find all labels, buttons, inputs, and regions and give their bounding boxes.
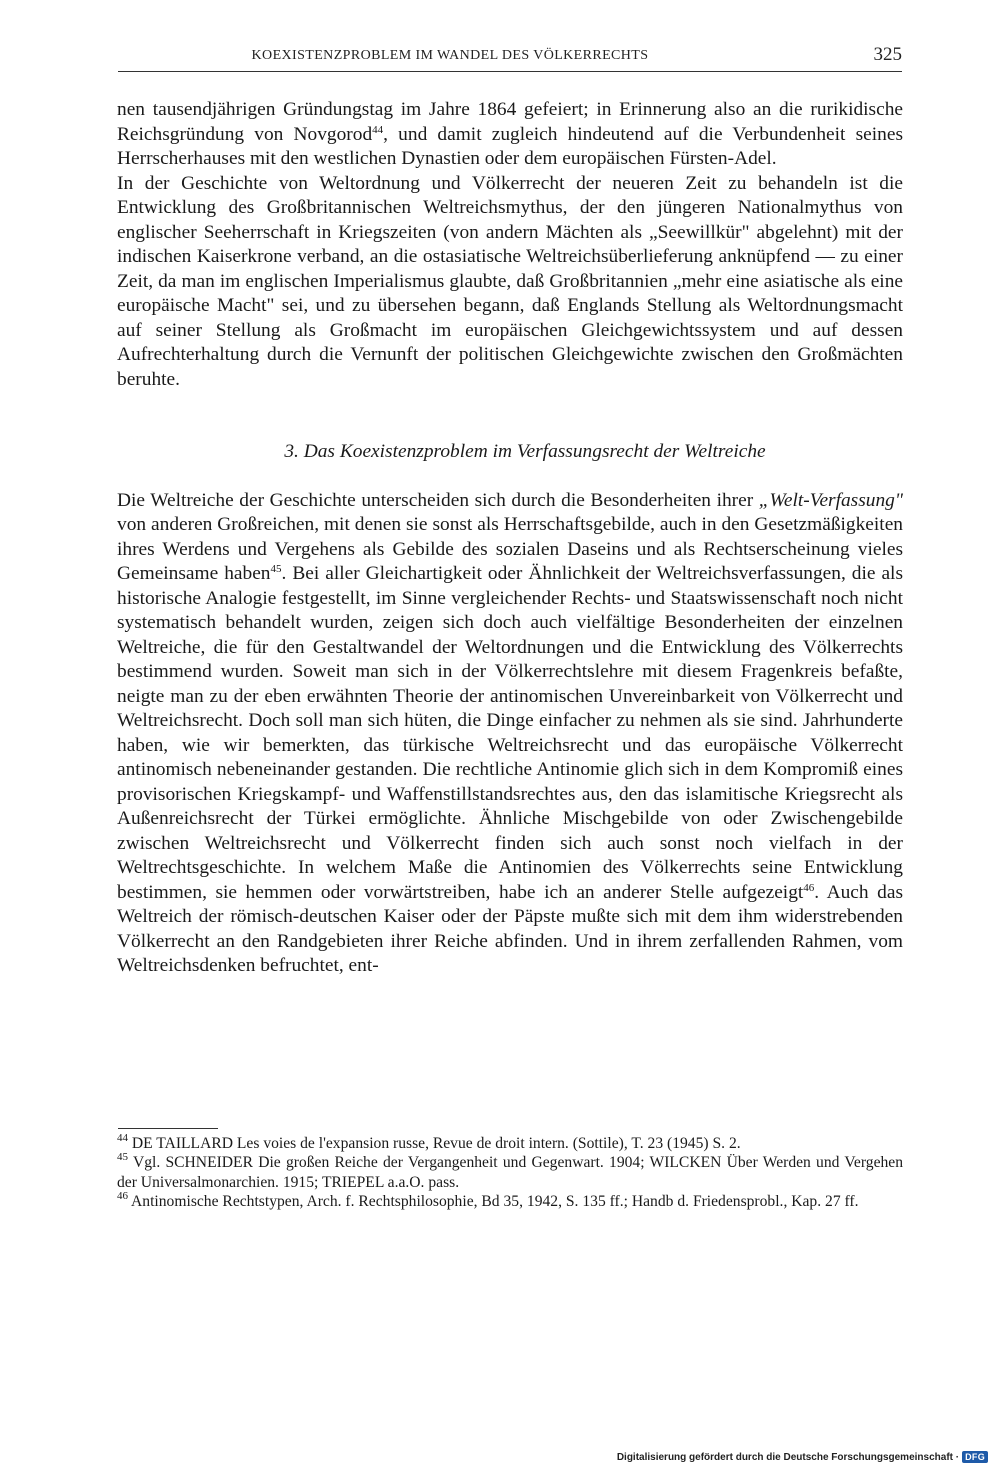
running-head-title: KOEXISTENZPROBLEM IM WANDEL DES VÖLKERRECHTS [251, 48, 649, 63]
footnote-number: 44 [117, 1132, 128, 1144]
paragraph-weltreiche [117, 489, 903, 979]
paragraph-3-a: von anderen Großreichen, mit denen sie sonst als Herrschaftsgebilde, auch in den Gesetzmäßigkeiten ihres Werdens und Vergehens als Gebilde des sozialen Daseins und als Rechtserscheinung vieles Gemeinsame haben [117, 514, 903, 584]
credit-text: Digitalisierung gefördert durch die Deutsche Forschungsgemeinschaft · [616, 1451, 960, 1463]
footnote-number: 46 [117, 1190, 128, 1203]
footnote-text: Vgl. SCHNEIDER Die großen Reiche der Vergangenheit und Gegenwart. 1904; WILCKEN Über Werden und Vergehen der Universalmonarchien. 1915; TRIEPEL a.a.O. pass. [117, 1154, 903, 1191]
paragraph-3-c: . Auch das Weltreich der römisch-deutschen Kaiser oder der Päpste mußte sich mit dem ihm widerstrebenden Völkerrecht an den Randgebieten ihrer Reiche abfinden. Und in ihrem zerfallenden Rahmen, vom Weltreichsdenken befruchtet, ent- [117, 881, 903, 976]
spacer [117, 465, 903, 489]
paragraph-3-start: Die Weltreiche der Geschichte unterscheiden sich durch die Besonderheiten ihrer [117, 489, 759, 511]
spacer [117, 392, 903, 440]
footnote-ref-45: 45 [270, 563, 282, 575]
footnote-text: DE TAILLARD Les voies de l'expansion russe, Revue de droit intern. (Sottile), T. 23 (1945) S. 2. [128, 1135, 741, 1152]
footnote-44 [117, 1134, 903, 1153]
paragraph-3-italic: „Welt-Verfassung" [758, 489, 903, 511]
paragraph-1-end: , und damit zugleich hindeutend auf die Verbundenheit seines Herrscherhauses mit den westlichen Dynastien oder dem europäischen Fürsten-Adel. [117, 123, 903, 169]
footnote-ref-44: 44 [372, 123, 384, 136]
main-text [117, 98, 903, 979]
footnote-ref-46: 46 [803, 881, 815, 894]
dfg-logo-icon: DFG [962, 1451, 988, 1463]
footnotes [117, 1134, 903, 1212]
footnote-45 [117, 1153, 903, 1192]
running-header [118, 40, 902, 74]
header-rule [118, 71, 902, 72]
paragraph-1-text: nen tausendjährigen Gründungstag im Jahre 1864 gefeiert; in Erinnerung also an die rurikidische Reichsgründung von Novgorod [117, 99, 903, 145]
digitization-credit [617, 1451, 988, 1463]
footnote-number: 45 [117, 1151, 128, 1164]
paragraph-3-b: . Bei aller Gleichartigkeit oder Ähnlichkeit der Weltreichsverfassungen, die als historische Analogie festgestellt, im Sinne vergleichender Rechts- und Staatswissenschaft noch nicht systematisch behandelt wurden, zeigen sich doch auch vielfältige Besonderheiten der einzelnen Weltreiche, die für den Gestaltwandel der Weltordnungen und die Entwicklung des Völkerrechts bestimmend wurden. Soweit man sich in der Völkerrechtslehre mit diesem Fragenkreis befaßte, neigte man zu der eben erwähnten Theorie der antinomischen Unvereinbarkeit von Völkerrecht und Weltreichsrecht. Doch soll man sich hüten, die Dinge einfacher zu nehmen als sie sind. Jahrhunderte haben, wie wir bemerkten, das türkische Weltreichsrecht und das europäische Völkerrecht antinomisch nebeneinander gestanden. Die rechtliche Antinomie glich sich in dem Kompromiß eines provisorischen Kriegskampf- und Waffenstillstandsrechtes aus, den das islamitische Kriegsrecht als Außenreichsrecht der Türkei ermöglichte. Ähnliche Mischgebilde von oder Zwischengebilde zwischen Weltreichsrecht und Völkerrecht finden sich auch sonst noch vielfach in der Weltrechtsgeschichte. In welchem Maße die Antinomien des Völkerrechts seine Entwicklung bestimmen, sie hemmen oder vorwärtstreiben, habe ich an anderer Stelle aufgezeigt [117, 563, 903, 903]
footnote-rule [118, 1128, 218, 1129]
page-number: 325 [873, 44, 902, 65]
footnote-text: Antinomische Rechtstypen, Arch. f. Rechtsphilosophie, Bd 35, 1942, S. 135 ff.; Handb d. Friedensprobl., Kap. 27 ff. [128, 1193, 859, 1211]
footnote-46 [117, 1192, 903, 1211]
paragraph-continuation [117, 98, 903, 172]
paragraph-weltreichsmythus: In der Geschichte von Weltordnung und Völkerrecht der neueren Zeit zu behandeln ist die Entwicklung des Großbritannischen Weltreichsmythus, der den jüngeren Nationalmythus von englischer Seeherrschaft in Kriegszeiten (von andern Mächten als „Seewillkür" abgelehnt) mit der indischen Kaiserkrone verband, an die ostasiatische Weltreichsüberlieferung anknüpfend — zu einer Zeit, da man im englischen Imperialismus glaubte, daß Großbritannien „mehr eine asiatische als eine europäische Macht" sei, und zu übersehen begann, daß Englands Stellung als Weltordnungsmacht auf seiner Stellung als Großmacht im europäischen Gleichgewichtssystem und auf dessen Aufrechterhaltung durch die Vernunft der politischen Gleichgewichte zwischen den Großmächten beruhte. [117, 172, 903, 390]
section-heading: 3. Das Koexistenzproblem im Verfassungsrecht der Weltreiche [284, 441, 766, 462]
